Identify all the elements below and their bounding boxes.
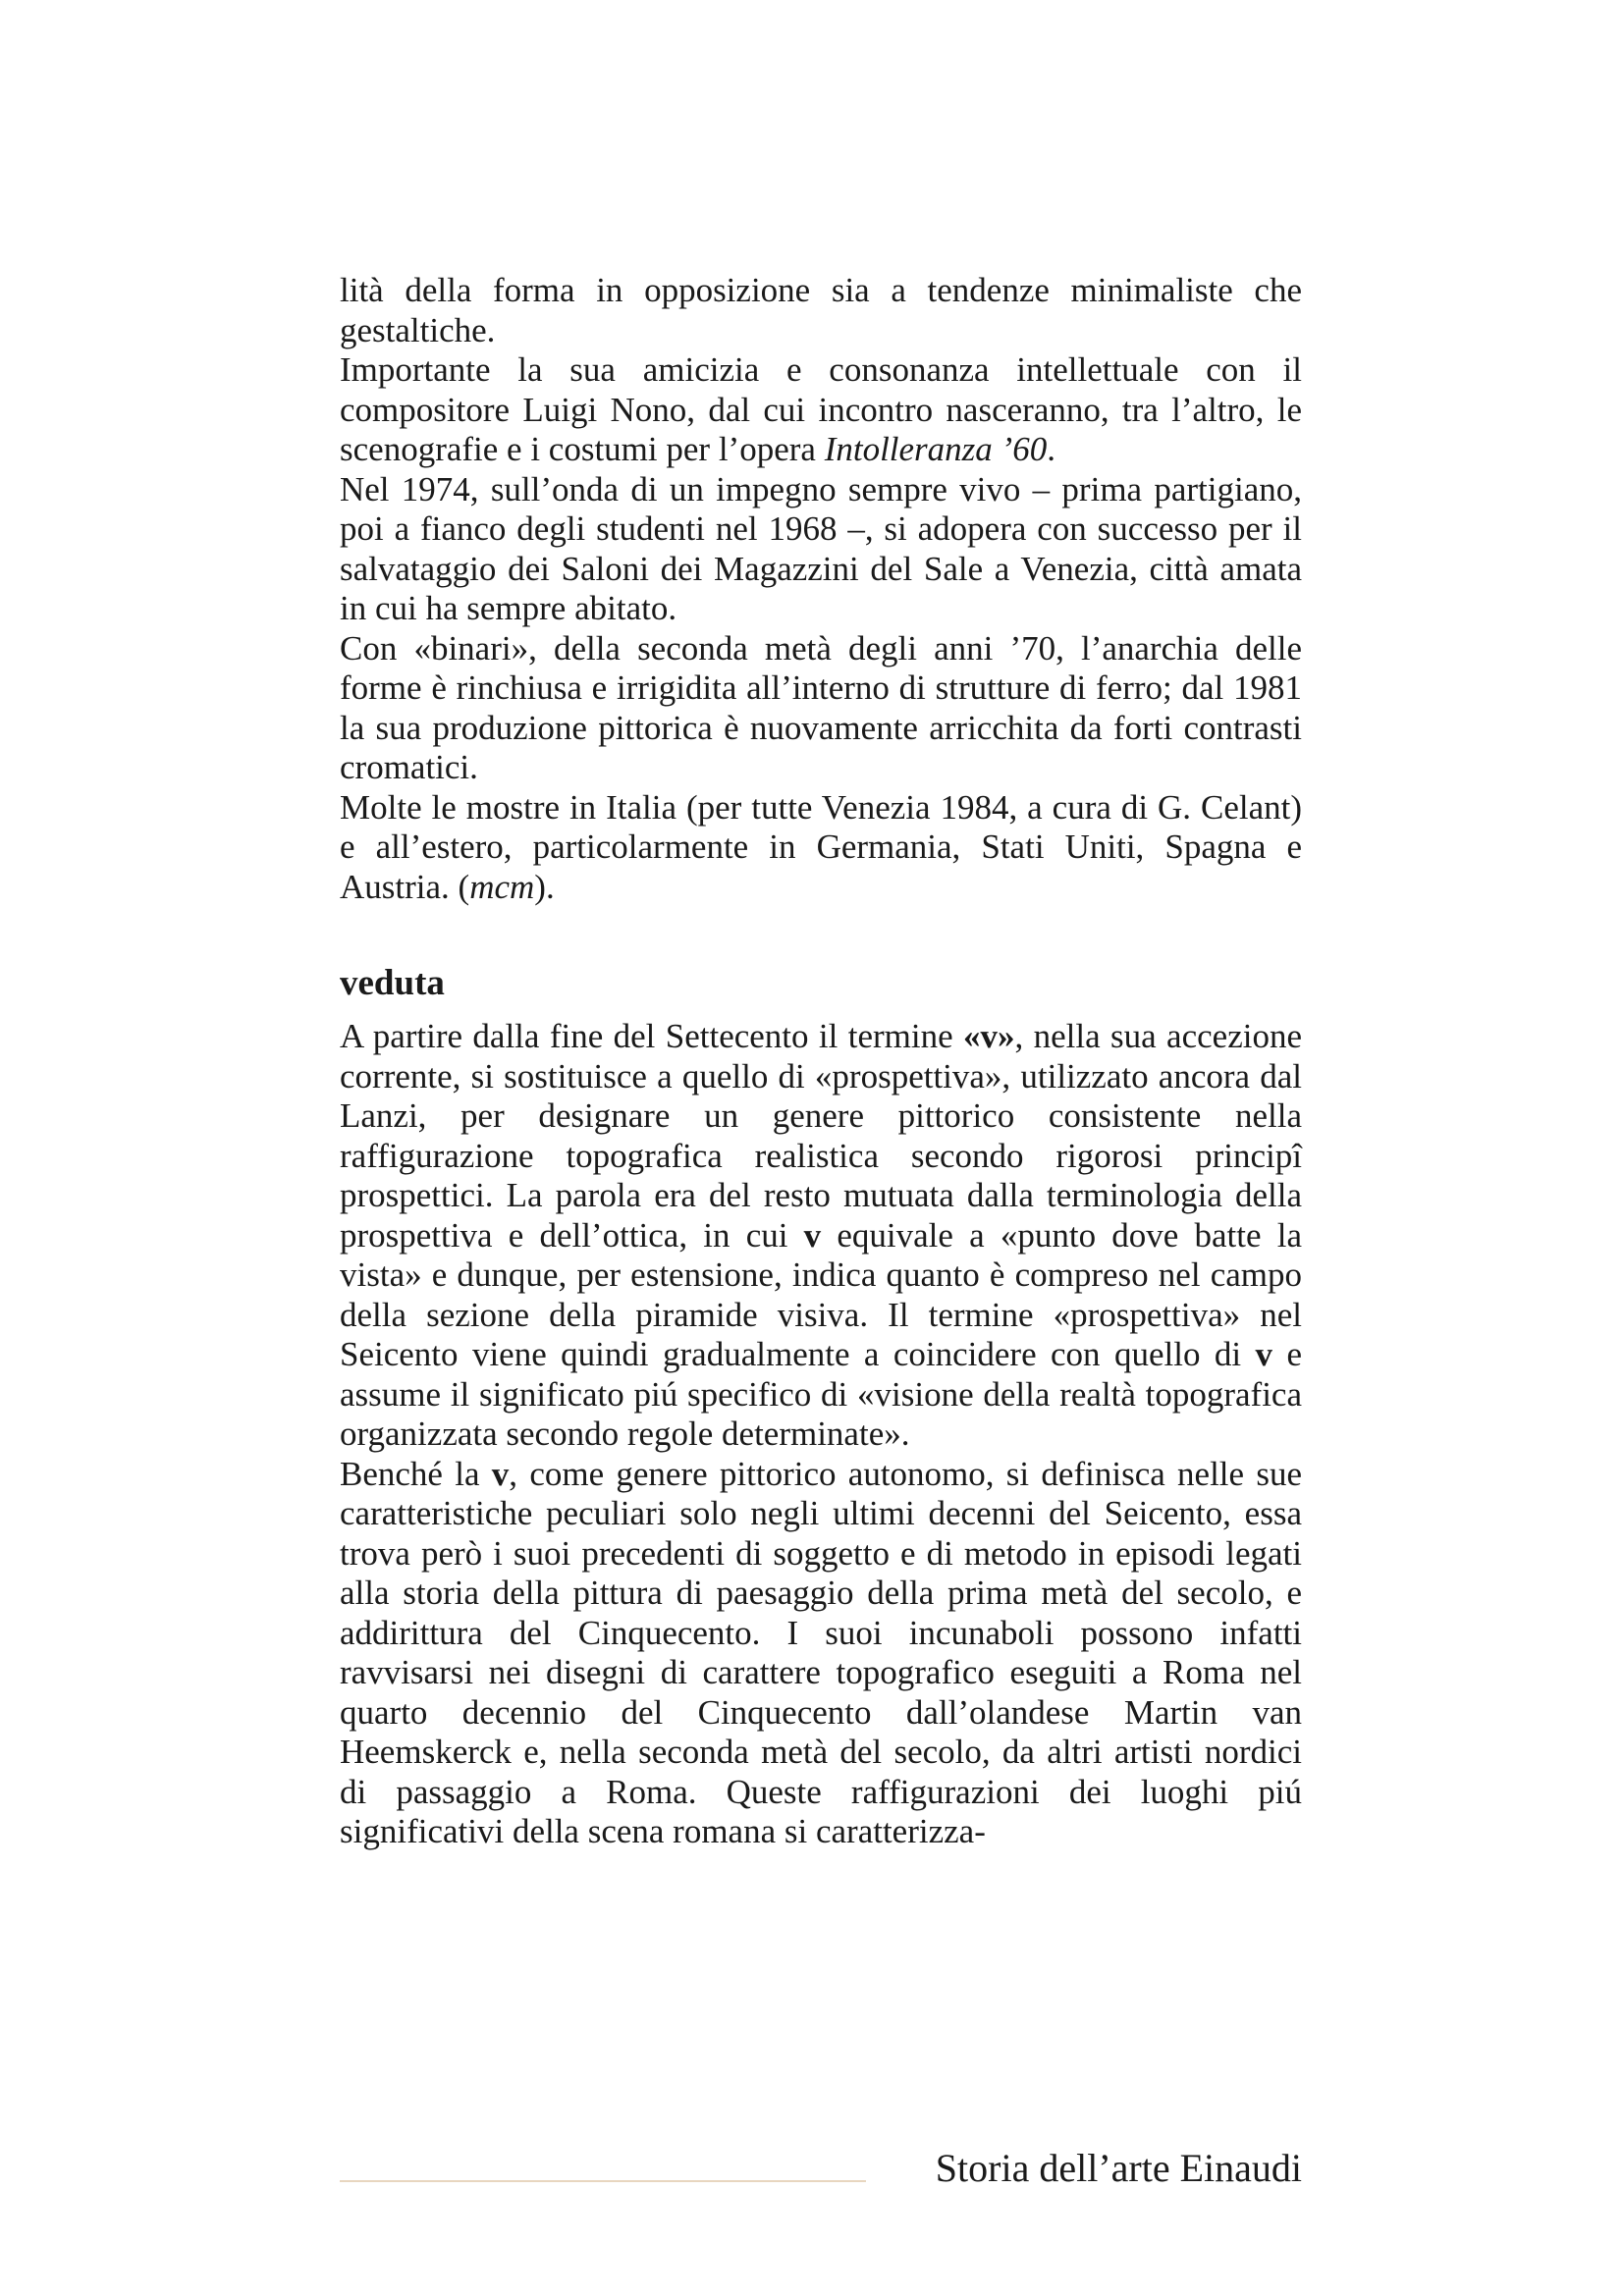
bio-text: lità della forma in opposizione sia a tendenze minimaliste che gestaltiche. — [340, 271, 1302, 349]
bio-paragraph-2 — [340, 350, 1302, 470]
entry-text: , come genere pittorico autonomo, si definisca nelle sue caratteristiche peculiari solo negli ultimi decenni del Seicento, essa trova però i suoi precedenti di soggetto e di metodo in episodi legati alla storia della pittura di paesaggio della prima metà del secolo, e addirittura del Cinquecento. I suoi incunaboli possono infatti ravvisarsi nei disegni di carattere topografico eseguiti a Roma nel quarto decennio del Cinquecento dall’olandese Martin van Heemskerck e, nella seconda metà del secolo, da altri artisti nordici di passaggio a Roma. Queste raffigurazioni dei luoghi piú significativi della scena romana si caratterizza- — [340, 1454, 1302, 1850]
entry-text: A partire dalla fine del Settecento il termine — [340, 1017, 963, 1055]
bio-text: Importante la sua amicizia e consonanza intellettuale con il compositore Luigi Nono, dal cui incontro nasceranno, tra l’altro, le scenografie e i costumi per l’opera — [340, 350, 1302, 468]
entry-text: equivale a «punto dove batte la vista» e dunque, per estensione, indica quanto è compreso nel campo della sezione della piramide visiva. Il termine «prospettiva» nel Seicento viene quindi gradualmente a coincidere con quello di — [340, 1215, 1302, 1373]
entry-text: e assume il significato piú specifico di «visione della realtà topografica organizzata secondo regole determinate». — [340, 1335, 1302, 1453]
entry-abbrev: v — [1255, 1335, 1273, 1373]
bio-paragraph-4 — [340, 629, 1302, 788]
bio-text: Nel 1974, sull’onda di un impegno sempre vivo – prima partigiano, poi a fianco degli studenti nel 1968 –, si adopera con successo per il salvataggio dei Saloni dei Magazzini del Sale a Venezia, città amata in cui ha sempre abitato. — [340, 469, 1302, 627]
bio-text: ). — [534, 867, 555, 906]
footer-rule — [340, 2180, 866, 2182]
work-title: Intolleranza ’60 — [824, 430, 1048, 468]
entry-text: Benché la — [340, 1454, 492, 1493]
bio-text: Con «binari», della seconda metà degli anni ’70, l’anarchia delle forme è rinchiusa e irrigidita all’interno di strutture di ferro; dal 1981 la sua produzione pittorica è nuovamente arricchita da forti contrasti cromatici. — [340, 628, 1302, 786]
publication-title: Storia dell’arte Einaudi — [935, 2146, 1302, 2190]
entry-abbrev: v — [491, 1454, 510, 1493]
page-body — [340, 271, 1302, 1852]
page-footer — [340, 2145, 1302, 2194]
bio-paragraph-5 — [340, 788, 1302, 908]
entry-text: , nella sua accezione corrente, si sostituisce a quello di «prospettiva», utilizzato ancora dal Lanzi, per designare un genere pittorico consistente nella raffigurazione topografica realistica secondo rigorosi principî prospettici. La parola era del resto mutuata dalla terminologia della prospettiva e dell’ottica, in cui — [340, 1017, 1302, 1255]
author-initials: mcm — [469, 867, 535, 906]
entry-paragraph-2 — [340, 1455, 1302, 1852]
bio-text: Molte le mostre in Italia (per tutte Venezia 1984, a cura di G. Celant) e all’estero, particolarmente in Germania, Stati Uniti, Spagna e Austria. ( — [340, 787, 1302, 906]
bio-text: . — [1047, 430, 1055, 468]
bio-paragraph-3 — [340, 470, 1302, 629]
entry-paragraph-1 — [340, 1017, 1302, 1455]
bio-paragraph-1 — [340, 271, 1302, 350]
entry-heading: veduta — [340, 963, 445, 1003]
entry-abbrev: v — [803, 1215, 822, 1255]
entry-term: «v» — [963, 1017, 1015, 1055]
